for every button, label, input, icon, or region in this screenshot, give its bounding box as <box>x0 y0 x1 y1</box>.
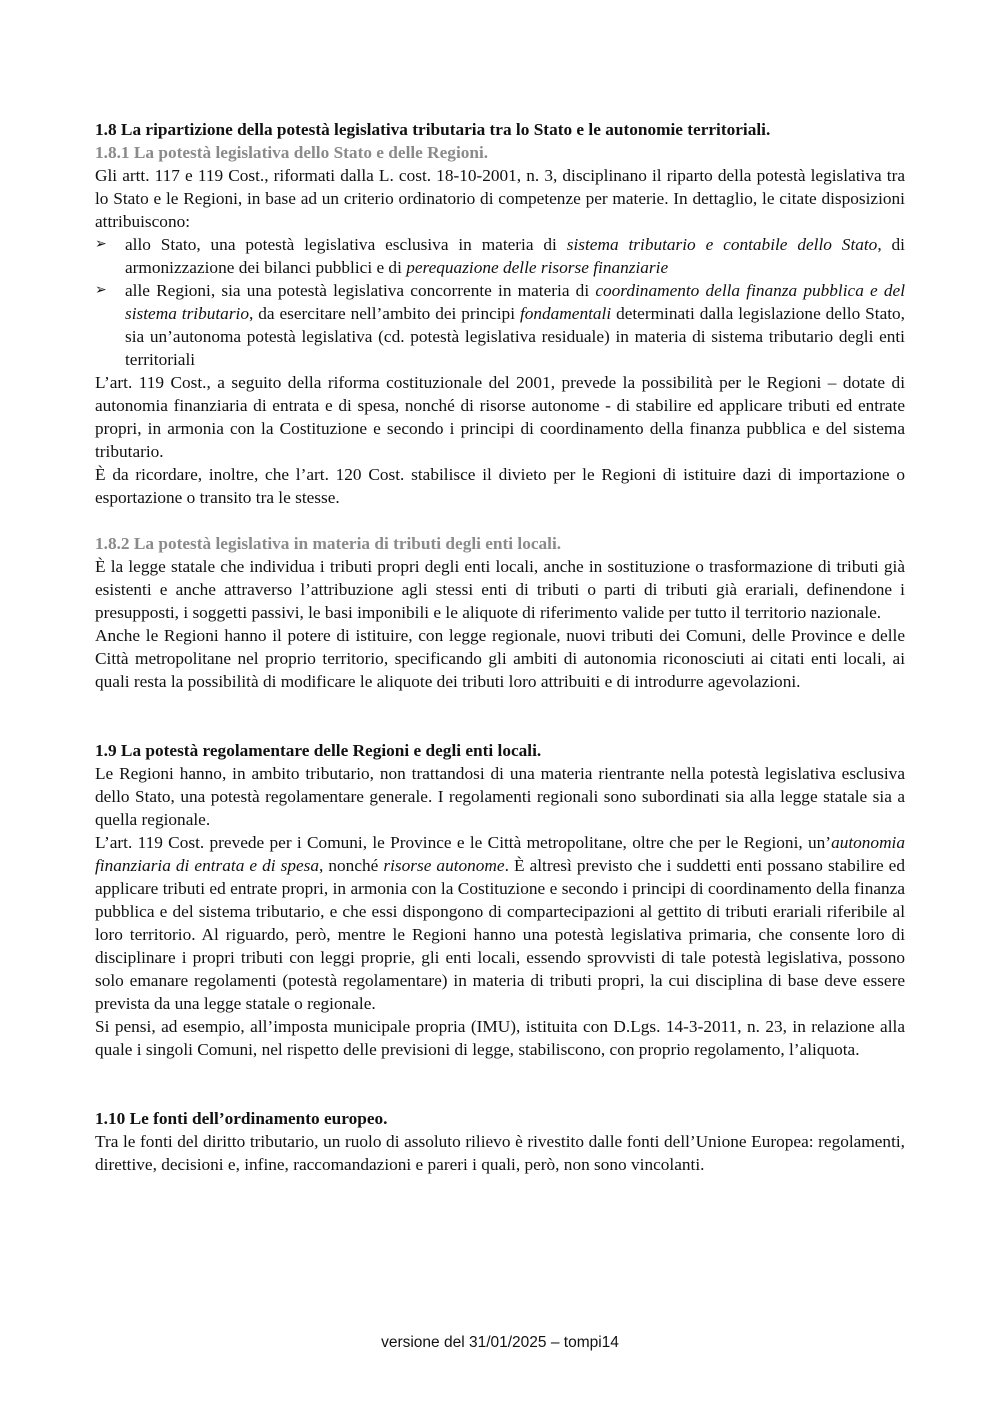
paragraph-1-10-eu-sources: Tra le fonti del diritto tributario, un ruolo di assoluto rilievo è rivestito dalle fonti dell’Unione Europea: regolamenti, direttive, decisioni e, infine, raccomandazioni e pareri i quali, però, non sono vincolanti. <box>95 1132 905 1174</box>
spacer <box>95 693 905 739</box>
italic-run: sistema tributario e contabile dello Stato <box>566 235 878 254</box>
paragraph-1-8-1-intro: Gli artt. 117 e 119 Cost., riformati dalla L. cost. 18-10-2001, n. 3, disciplinano il riparto della potestà legislativa tra lo Stato e le Regioni, in base ad un criterio ordinatorio di competenze per materie. In dettaglio, le citate disposizioni attribuiscono: <box>95 166 905 231</box>
section-1-9-heading: 1.9 La potestà regolamentare delle Regioni e degli enti locali. <box>95 741 542 760</box>
document-page <box>95 118 905 1176</box>
spacer <box>95 509 905 532</box>
italic-run: autonomia finanziaria di entrata e di spesa <box>95 833 905 875</box>
arrow-bullet-icon: ➢ <box>95 237 107 252</box>
italic-run: coordinamento della finanza pubblica e del sistema tributario <box>125 281 906 323</box>
paragraph-1-9-art119 <box>95 831 905 1015</box>
text-run: , di armonizzazione dei bilanci pubblici e di <box>125 235 905 277</box>
italic-run: perequazione delle risorse finanziarie <box>406 258 669 277</box>
text-run: , da esercitare nell’ambito dei principi <box>249 304 520 323</box>
spacer <box>95 1061 905 1107</box>
text-run: , nonché <box>319 856 384 875</box>
subsection-1-8-1-heading: 1.8.1 La potestà legislativa dello Stato e delle Regioni. <box>95 143 489 162</box>
text-run: alle Regioni, sia una potestà legislativa concorrente in materia di <box>125 281 596 300</box>
text-run: allo Stato, una potestà legislativa esclusiva in materia di <box>125 235 567 254</box>
text-run: . È altresì previsto che i suddetti enti possano stabilire ed applicare tributi ed entrate propri, in armonia con la Costituzione e secondo i principi di coordinamento della finanza pubblica e del sistema tributario, e che essi dispongono di compartecipazioni al gettito di tributi erariali riferibile al loro territorio. Al riguardo, però, mentre le Regioni hanno una potestà legislativa primaria, che consente loro di disciplinare i propri tributi con leggi proprie, gli enti locali, essendo sprovvisti di tale potestà legislativa, possono solo emanare regolamenti (potestà regolamentare) in materia di tributi propri, la cui disciplina di base deve essere prevista da una legge statale o regionale. <box>95 856 905 1013</box>
arrow-bullet-icon: ➢ <box>95 283 107 298</box>
section-1-10-heading: 1.10 Le fonti dell’ordinamento europeo. <box>95 1109 388 1128</box>
section-1-8-heading: 1.8 La ripartizione della potestà legislativa tributaria tra lo Stato e le autonomie territoriali. <box>95 120 771 139</box>
text-run: L’art. 119 Cost. prevede per i Comuni, le Province e le Città metropolitane, oltre che per le Regioni, un’ <box>95 833 832 852</box>
list-item <box>95 279 905 371</box>
paragraph-1-8-2-state-law: È la legge statale che individua i tributi propri degli enti locali, anche in sostituzione o trasformazione di tributi già esistenti e anche attraverso l’attribuzione agli stessi enti di tributi o parti di tributi già erariali, definendone i presupposti, i soggetti passivi, le basi imponibili e le aliquote di riferimento valide per tutto il territorio nazionale. <box>95 557 905 622</box>
paragraph-1-8-1-art120: È da ricordare, inoltre, che l’art. 120 Cost. stabilisce il divieto per le Regioni di istituire dazi di importazione o esportazione o transito tra le stesse. <box>95 465 905 507</box>
paragraph-1-8-1-art119: L’art. 119 Cost., a seguito della riforma costituzionale del 2001, prevede la possibilità per le Regioni – dotate di autonomia finanziaria di entrata e di spesa, nonché di risorse autonome - di stabilire ed applicare tributi ed entrate propri, in armonia con la Costituzione e secondo i principi di coordinamento della finanza pubblica e del sistema tributario. <box>95 373 905 461</box>
paragraph-1-9-imu: Si pensi, ad esempio, all’imposta municipale propria (IMU), istituita con D.Lgs. 14-3-2011, n. 23, in relazione alla quale i singoli Comuni, nel rispetto delle previsioni di legge, stabiliscono, con proprio regolamento, l’aliquota. <box>95 1017 905 1059</box>
attribution-list <box>95 233 905 371</box>
page-footer: versione del 31/01/2025 – tompi14 <box>381 1334 619 1351</box>
italic-run: risorse autonome <box>383 856 505 875</box>
paragraph-1-9-regions: Le Regioni hanno, in ambito tributario, non trattandosi di una materia rientrante nella potestà legislativa esclusiva dello Stato, una potestà regolamentare generale. I regolamenti regionali sono subordinati sia alla legge statale sia a quella regionale. <box>95 764 905 829</box>
subsection-1-8-2-heading: 1.8.2 La potestà legislativa in materia di tributi degli enti locali. <box>95 534 562 553</box>
paragraph-1-8-2-regions: Anche le Regioni hanno il potere di istituire, con legge regionale, nuovi tributi dei Comuni, delle Province e delle Città metropolitane nel proprio territorio, specificando gli ambiti di autonomia riconosciuti ai citati enti locali, ai quali resta la possibilità di modificare le aliquote dei tributi loro attribuiti e di introdurre agevolazioni. <box>95 626 905 691</box>
italic-run: fondamentali <box>519 304 612 323</box>
text-run: determinati dalla legislazione dello Stato, sia un’autonoma potestà legislativa (cd. potestà legislativa residuale) in materia di sistema tributario degli enti territoriali <box>125 304 905 369</box>
list-item <box>95 233 905 279</box>
